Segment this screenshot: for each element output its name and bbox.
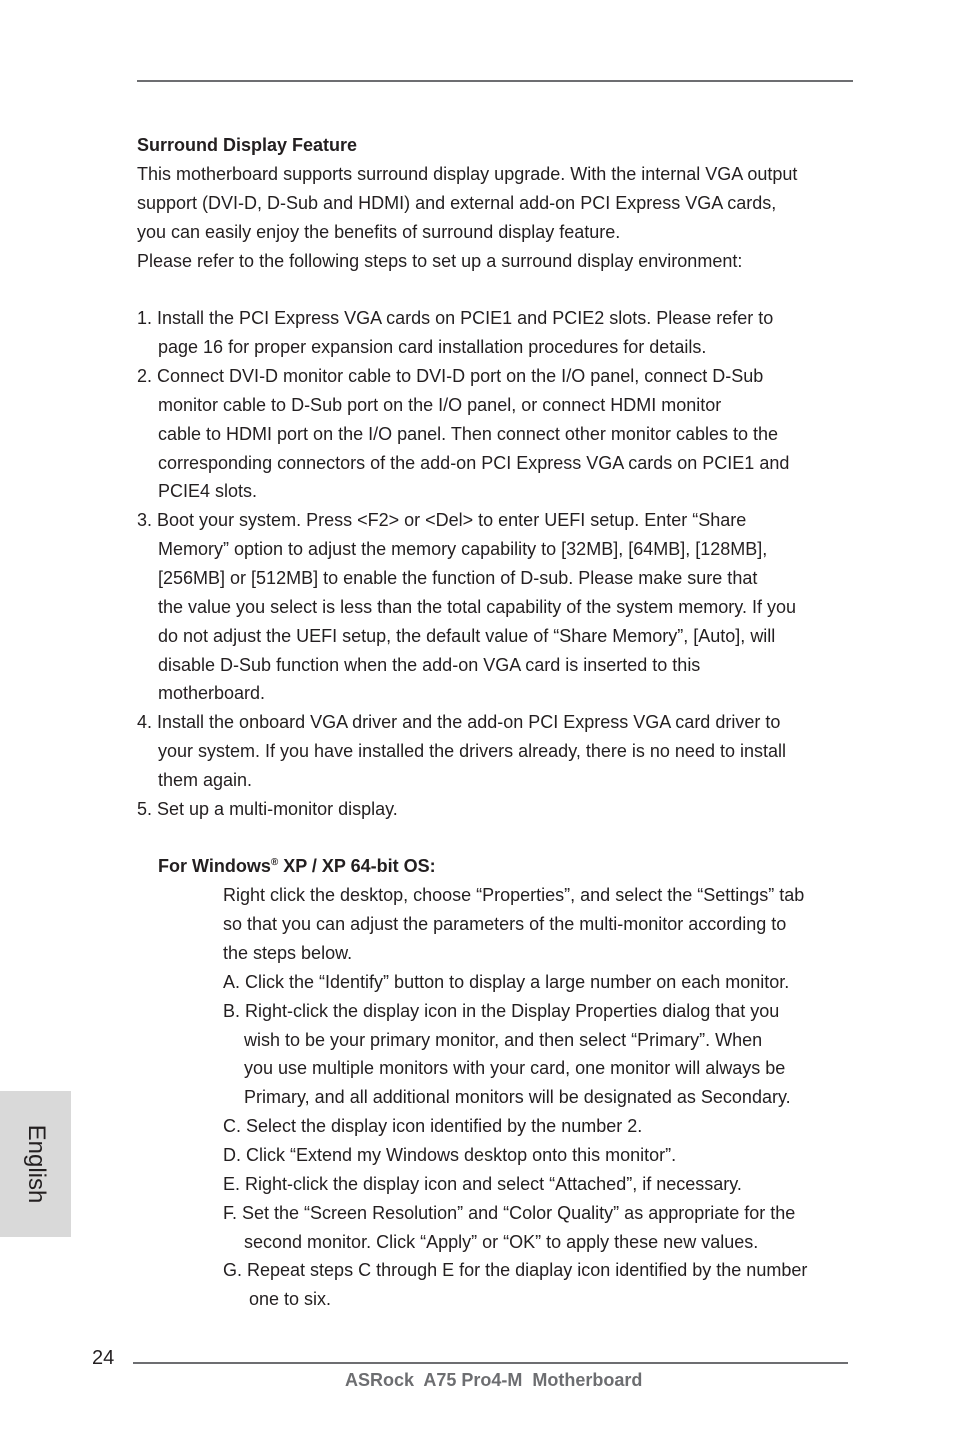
step-line: cable to HDMI port on the I/O panel. Then connect other monitor cables to the — [158, 424, 779, 444]
substep-line: wish to be your primary monitor, and then select “Primary”. When — [244, 1030, 763, 1050]
section-title: Surround Display Feature — [137, 135, 358, 155]
step-line: the value you select is less than the total capability of the system memory. If you — [158, 597, 796, 617]
substep-line: F. Set the “Screen Resolution” and “Color Quality” as appropriate for the — [223, 1203, 796, 1223]
step-line: 5. Set up a multi-monitor display. — [137, 799, 398, 819]
step-line: PCIE4 slots. — [158, 481, 258, 501]
step-line: 2. Connect DVI-D monitor cable to DVI-D port on the I/O panel, connect D-Sub — [137, 366, 764, 386]
language-side-tab-label: English — [22, 1124, 50, 1204]
intro-line: you can easily enjoy the benefits of surround display feature. — [137, 222, 621, 242]
step-line: [256MB] or [512MB] to enable the function of D-sub. Please make sure that — [158, 568, 758, 588]
language-side-tab — [0, 1091, 71, 1237]
os-intro-line: Right click the desktop, choose “Properties”, and select the “Settings” tab — [223, 885, 805, 905]
registered-mark: ® — [270, 857, 279, 868]
header-rule — [137, 80, 853, 82]
substep-line: you use multiple monitors with your card, one monitor will always be — [244, 1058, 786, 1078]
step-line: disable D-Sub function when the add-on VGA card is inserted to this — [158, 655, 701, 675]
step-line: them again. — [158, 770, 253, 790]
substep-line: E. Right-click the display icon and select “Attached”, if necessary. — [223, 1174, 742, 1194]
os-heading: For Windows® XP / XP 64-bit OS: — [158, 856, 436, 876]
page-number: 24 — [92, 1347, 115, 1369]
substep-line: B. Right-click the display icon in the Display Properties dialog that you — [223, 1001, 780, 1021]
step-line: 1. Install the PCI Express VGA cards on PCIE1 and PCIE2 slots. Please refer to — [137, 308, 774, 328]
substep-line: one to six. — [249, 1289, 332, 1309]
intro-line: support (DVI-D, D-Sub and HDMI) and external add-on PCI Express VGA cards, — [137, 193, 777, 213]
step-line: Memory” option to adjust the memory capability to [32MB], [64MB], [128MB], — [158, 539, 768, 559]
os-intro-line: so that you can adjust the parameters of the multi-monitor according to — [223, 914, 787, 934]
step-line: motherboard. — [158, 683, 266, 703]
substep-line: Primary, and all additional monitors will be designated as Secondary. — [244, 1087, 791, 1107]
substep-line: C. Select the display icon identified by the number 2. — [223, 1116, 643, 1136]
substep-line: D. Click “Extend my Windows desktop onto this monitor”. — [223, 1145, 677, 1165]
intro-line: This motherboard supports surround display upgrade. With the internal VGA output — [137, 164, 798, 184]
os-intro-line: the steps below. — [223, 943, 353, 963]
intro-line: Please refer to the following steps to set up a surround display environment: — [137, 251, 743, 271]
step-line: 4. Install the onboard VGA driver and the add-on PCI Express VGA card driver to — [137, 712, 781, 732]
substep-line: A. Click the “Identify” button to display a large number on each monitor. — [223, 972, 790, 992]
footer-title: ASRock A75 Pro4-M Motherboard — [345, 1370, 643, 1390]
footer-rule — [133, 1362, 848, 1364]
step-line: your system. If you have installed the drivers already, there is no need to install — [158, 741, 786, 761]
step-line: corresponding connectors of the add-on PCI Express VGA cards on PCIE1 and — [158, 453, 790, 473]
step-line: do not adjust the UEFI setup, the default value of “Share Memory”, [Auto], will — [158, 626, 776, 646]
substep-line: G. Repeat steps C through E for the diaplay icon identified by the number — [223, 1260, 808, 1280]
substep-line: second monitor. Click “Apply” or “OK” to apply these new values. — [244, 1232, 759, 1252]
step-line: 3. Boot your system. Press <F2> or <Del> to enter UEFI setup. Enter “Share — [137, 510, 747, 530]
step-line: monitor cable to D-Sub port on the I/O panel, or connect HDMI monitor — [158, 395, 722, 415]
step-line: page 16 for proper expansion card installation procedures for details. — [158, 337, 707, 357]
